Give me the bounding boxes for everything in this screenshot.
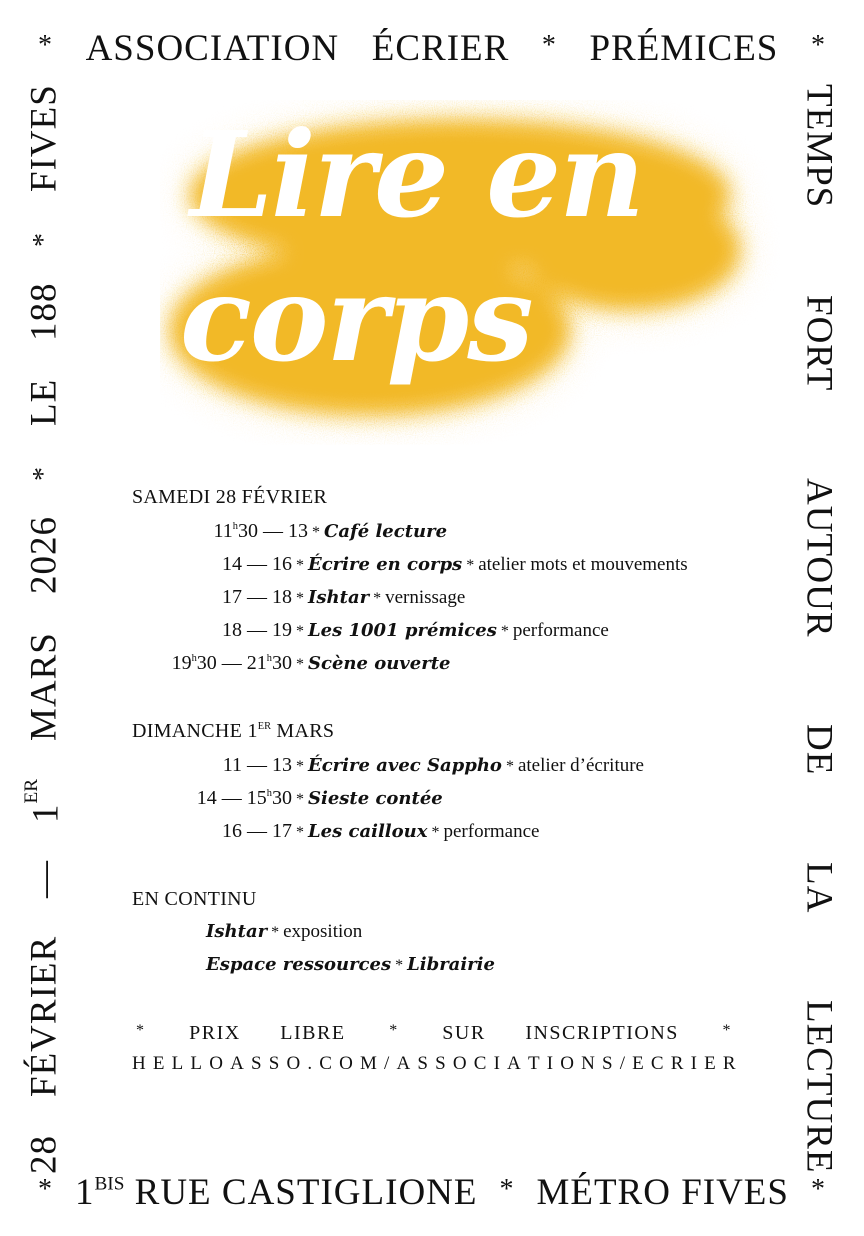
star-separator: *	[312, 524, 320, 541]
star-separator: *	[296, 656, 304, 673]
venue-number: 188	[23, 282, 65, 341]
event-description: performance	[443, 821, 540, 842]
schedule-row	[132, 553, 688, 576]
time-slot: 19$^h$30 — 21$^h$30	[171, 652, 292, 674]
event-name: Les 1001 prémices	[308, 620, 497, 641]
date-month-start: FÉVRIER	[23, 936, 65, 1098]
time-slot: 17 — 18	[222, 586, 292, 608]
star-separator: *	[296, 623, 304, 640]
star-separator: *	[505, 758, 514, 775]
footer-word: PRIX	[189, 1022, 241, 1044]
tagline-word: TEMPS	[798, 84, 840, 209]
saturday-heading: SAMEDI 28 FÉVRIER	[132, 486, 328, 508]
event-name: Café lecture	[324, 521, 448, 542]
star-separator: *	[373, 590, 382, 607]
date-dash: —	[23, 860, 65, 899]
star-separator: *	[27, 465, 59, 481]
event-description: exposition	[283, 921, 363, 942]
right-band	[794, 0, 844, 1236]
star-separator: *	[541, 30, 557, 61]
tagline-word: LECTURE	[798, 1000, 840, 1174]
star-separator: *	[38, 1174, 53, 1205]
event-description: Librairie	[407, 954, 495, 975]
star-separator: *	[296, 758, 304, 775]
continuous-row	[206, 921, 362, 943]
star-separator: *	[27, 231, 59, 247]
event-name: Scène ouverte	[308, 653, 451, 674]
time-slot: 14 — 15$^h$30	[196, 787, 292, 809]
event-name: Espace ressources	[206, 954, 392, 975]
tagline-word: FORT	[798, 295, 840, 392]
star-separator: *	[296, 791, 304, 808]
association-name: ÉCRIER	[371, 27, 510, 69]
time-slot: 14 — 16	[222, 553, 292, 575]
footer-word: SUR	[442, 1022, 486, 1044]
star-separator: *	[431, 824, 440, 841]
date-day: 28	[23, 1135, 65, 1174]
time-slot: 16 — 17	[222, 820, 292, 842]
date-month-end: MARS	[23, 631, 65, 741]
schedule-row	[132, 520, 447, 543]
registration-url[interactable]: H E L L O A S S O . C O M / A S S O C I A T I O N S / E C R I E R	[132, 1053, 736, 1074]
address: $1^{BIS}$ RUE CASTIGLIONE	[74, 1171, 478, 1213]
title-line-1: Lire en	[190, 105, 643, 244]
time-slot: 11 — 13	[222, 754, 292, 776]
star-separator: *	[296, 590, 304, 607]
left-band	[19, 0, 69, 1236]
continuous-row	[206, 954, 495, 975]
organiser-name: PRÉMICES	[589, 27, 779, 69]
event-description: atelier d’écriture	[517, 755, 644, 776]
tagline-word: DE	[798, 724, 840, 776]
tagline-word: AUTOUR	[798, 478, 840, 638]
event-description: atelier mots et mouvements	[478, 554, 688, 575]
schedule-row	[132, 754, 644, 777]
continuous-heading: EN CONTINU	[132, 888, 257, 910]
star-separator: *	[466, 557, 475, 574]
top-band	[0, 26, 864, 70]
venue-district: FIVES	[23, 84, 65, 192]
event-name: Les cailloux	[308, 821, 428, 842]
time-slot: 18 — 19	[222, 619, 292, 641]
star-separator: *	[722, 1022, 732, 1039]
star-separator: *	[499, 1174, 515, 1205]
star-separator: *	[271, 924, 280, 941]
star-separator: *	[395, 957, 404, 974]
association-label: ASSOCIATION	[85, 27, 340, 69]
schedule-row	[132, 619, 609, 642]
footer-word: LIBRE	[280, 1022, 346, 1044]
date-year: 2026	[23, 516, 65, 595]
event-name: Écrire en corps	[308, 554, 463, 575]
schedule-row	[132, 820, 539, 843]
event-name: Ishtar	[206, 921, 268, 942]
star-separator: *	[136, 1022, 146, 1039]
schedule-row	[132, 787, 443, 810]
footer	[132, 1022, 736, 1075]
event-description: performance	[512, 620, 609, 641]
star-separator: *	[389, 1022, 399, 1039]
date-day-end: 1ER	[20, 778, 67, 823]
star-separator: *	[38, 30, 53, 61]
sunday-heading: DIMANCHE 1ER MARS	[132, 720, 335, 742]
event-description: vernissage	[385, 587, 466, 608]
schedule-row	[132, 652, 450, 675]
poster-title	[160, 100, 760, 460]
event-name: Écrire avec Sappho	[308, 755, 502, 776]
venue-article: LE	[23, 378, 65, 426]
star-separator: *	[296, 557, 304, 574]
schedule-row	[132, 586, 465, 609]
time-slot: 11$^h$30 — 13	[213, 520, 308, 542]
star-separator: *	[810, 30, 826, 61]
bottom-band	[0, 1170, 864, 1214]
footer-word: INSCRIPTIONS	[525, 1022, 679, 1044]
star-separator: *	[810, 1174, 826, 1205]
star-separator: *	[296, 824, 304, 841]
price-line	[132, 1022, 736, 1045]
event-name: Sieste contée	[308, 788, 443, 809]
star-separator: *	[500, 623, 509, 640]
event-name: Ishtar	[308, 587, 370, 608]
tagline-word: LA	[798, 862, 840, 914]
metro-station: MÉTRO FIVES	[536, 1171, 789, 1213]
title-line-2: corps	[180, 249, 532, 388]
